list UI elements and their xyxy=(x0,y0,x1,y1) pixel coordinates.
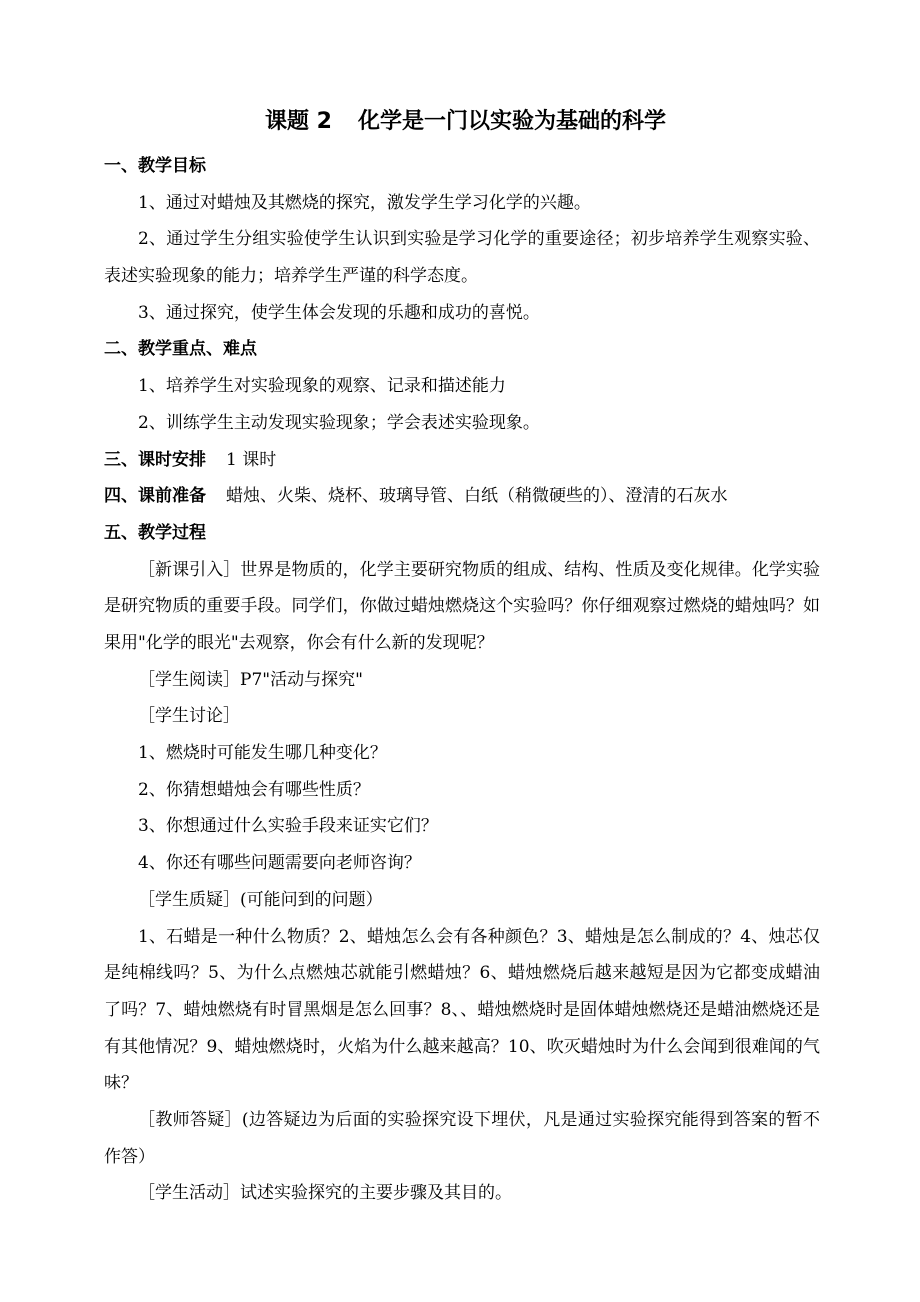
schedule-value: 1 课时 xyxy=(226,449,277,470)
key-point-item: 1、培养学生对实验现象的观察、记录和描述能力 xyxy=(138,376,506,397)
section-heading-key-points: 二、教学重点、难点 xyxy=(104,339,257,360)
process-intro-paragraph: ［新课引入］世界是物质的，化学主要研究物质的组成、结构、性质及变化规律。化学实验是研究物质的重要手段。同学们，你做过蜡烛燃烧这个实验吗？你仔细观察过燃烧的蜡烛吗？如果用"化学的眼光"去观察，你会有什么新的发现呢？ xyxy=(104,559,820,653)
section-heading-schedule: 三、课时安排 xyxy=(104,449,206,470)
process-doubt-label: ［学生质疑］(可能问到的问题） xyxy=(138,889,383,910)
process-doubt-paragraph: 1、石蜡是一种什么物质？2、蜡烛怎么会有各种颜色？3、蜡烛是怎么制成的？4、烛芯仅是纯棉线吗？5、为什么点燃烛芯就能引燃蜡烛？6、蜡烛燃烧后越来越短是因为它都变成蜡油了吗？7、蜡烛燃烧有时冒黑烟是怎么回事？8、、蜡烛燃烧时是固体蜡烛燃烧还是蜡油燃烧还是有其他情况？9、蜡烛燃烧时，火焰为什么越来越高？10、吹灭蜡烛时为什么会闻到很难闻的气味？ xyxy=(104,926,820,1094)
discussion-question: 4、你还有哪些问题需要向老师咨询？ xyxy=(138,853,421,874)
section-heading-process: 五、教学过程 xyxy=(104,522,206,543)
discussion-question: 1、燃烧时可能发生哪几种变化？ xyxy=(138,743,387,764)
document-body xyxy=(104,148,820,1212)
discussion-question: 3、你想通过什么实验手段来证实它们？ xyxy=(138,816,438,837)
key-point-item: 2、训练学生主动发现实验现象；学会表述实验现象。 xyxy=(138,412,540,433)
section-heading-objectives: 一、教学目标 xyxy=(104,156,206,176)
section-preparation xyxy=(104,478,820,515)
discussion-question: 2、你猜想蜡烛会有哪些性质？ xyxy=(138,779,370,800)
process-student-activity: ［学生活动］试述实验探究的主要步骤及其目的。 xyxy=(138,1183,512,1204)
process-teacher-answer: ［教师答疑］(边答疑边为后面的实验探究设下埋伏，凡是通过实验探究能得到答案的暂不作答） xyxy=(104,1110,820,1167)
preparation-value: 蜡烛、火柴、烧杯、玻璃导管、白纸（稍微硬些的）、澄清的石灰水 xyxy=(226,486,728,507)
process-discussion-label: ［学生讨论］ xyxy=(138,706,240,727)
objective-item: 1、通过对蜡烛及其燃烧的探究，激发学生学习化学的兴趣。 xyxy=(138,192,591,213)
title-lesson-name: 化学是一门以实验为基础的科学 xyxy=(357,109,666,134)
objective-item: 2、通过学生分组实验使学生认识到实验是学习化学的重要途径；初步培养学生观察实验、表述实验现象的能力；培养学生严谨的科学态度。 xyxy=(104,229,820,287)
section-schedule xyxy=(104,442,820,479)
objective-item: 3、通过探究，使学生体会发现的乐趣和成功的喜悦。 xyxy=(138,302,540,323)
page-title xyxy=(265,104,666,135)
section-heading-preparation: 四、课前准备 xyxy=(104,486,206,507)
process-reading: ［学生阅读］P7"活动与探究" xyxy=(138,669,363,690)
title-lesson-number: 课题 2 xyxy=(265,109,332,134)
